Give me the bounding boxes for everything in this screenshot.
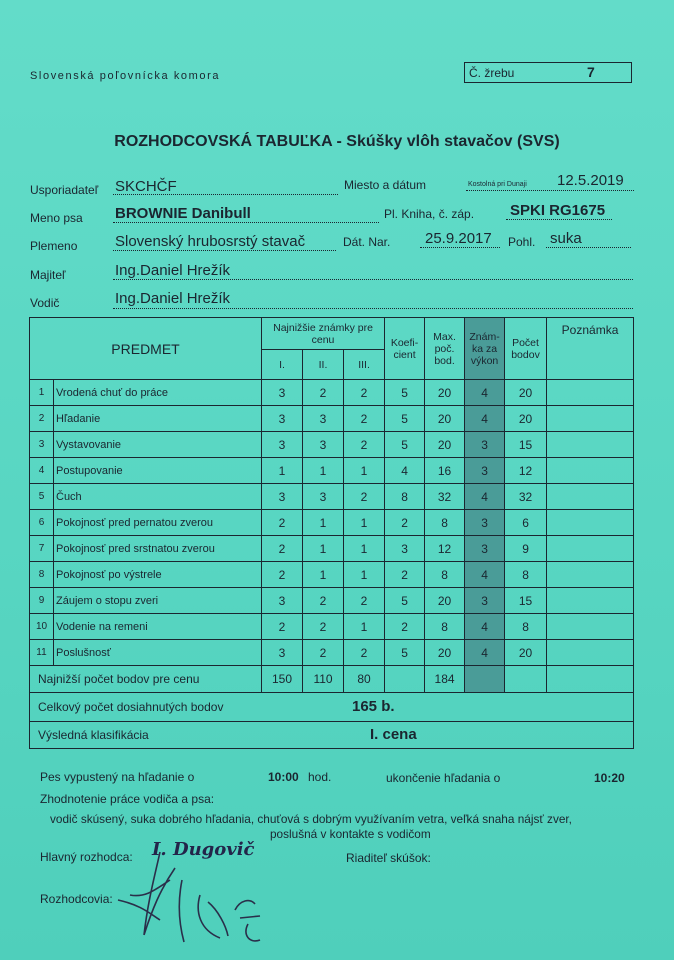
performance-mark: 3 xyxy=(465,510,505,536)
note-cell xyxy=(547,562,634,588)
max-points-header: Max. poč. bod. xyxy=(425,318,465,380)
score-row xyxy=(30,562,634,588)
end-time: 10:20 xyxy=(594,771,625,785)
min-grade-3: 2 xyxy=(344,640,385,666)
grade-header-2: II. xyxy=(303,350,344,380)
points-earned: 32 xyxy=(505,484,547,510)
min-grade-3: 2 xyxy=(344,432,385,458)
organizer-label: Usporiadateľ xyxy=(30,183,99,197)
max-points: 20 xyxy=(425,380,465,406)
row-number: 8 xyxy=(30,562,54,588)
points-earned: 9 xyxy=(505,536,547,562)
evaluation-label: Zhodnotenie práce vodiča a psa: xyxy=(40,792,215,806)
score-row xyxy=(30,380,634,406)
min-grade-2: 3 xyxy=(303,484,344,510)
points-earned: 20 xyxy=(505,640,547,666)
max-total: 184 xyxy=(425,666,465,693)
studbook-label: Pl. Kniha, č. záp. xyxy=(384,207,475,221)
subject-name: Pokojnosť po výstrele xyxy=(54,562,262,588)
grade-header-1: I. xyxy=(262,350,303,380)
points-earned: 20 xyxy=(505,406,547,432)
sex-label: Pohl. xyxy=(508,235,536,249)
grade-header-3: III. xyxy=(344,350,385,380)
min-grade-3: 1 xyxy=(344,510,385,536)
performance-mark: 4 xyxy=(465,614,505,640)
max-points: 8 xyxy=(425,510,465,536)
end-label: ukončenie hľadania o xyxy=(386,771,501,785)
result-label: Výsledná klasifikácia xyxy=(38,728,149,742)
max-points: 8 xyxy=(425,562,465,588)
min-points-3: 80 xyxy=(344,666,385,693)
chief-judge-label: Hlavný rozhodca: xyxy=(40,850,133,864)
coefficient-empty xyxy=(385,666,425,693)
subject-name: Vodenie na remeni xyxy=(54,614,262,640)
score-row xyxy=(30,588,634,614)
score-row xyxy=(30,640,634,666)
min-grade-2: 2 xyxy=(303,588,344,614)
score-row xyxy=(30,484,634,510)
score-row xyxy=(30,406,634,432)
subject-name: Postupovanie xyxy=(54,458,262,484)
min-grade-2: 1 xyxy=(303,562,344,588)
release-time: 10:00 xyxy=(268,770,299,784)
min-grade-3: 1 xyxy=(344,536,385,562)
result-row xyxy=(30,722,634,749)
min-grade-1: 3 xyxy=(262,484,303,510)
min-grade-2: 2 xyxy=(303,640,344,666)
min-grade-3: 2 xyxy=(344,588,385,614)
total-points-label: Celkový počet dosiahnutých bodov xyxy=(38,700,224,714)
points-earned: 12 xyxy=(505,458,547,484)
row-number: 1 xyxy=(30,380,54,406)
subject-name: Záujem o stopu zveri xyxy=(54,588,262,614)
note-cell xyxy=(547,432,634,458)
owner-label: Majiteľ xyxy=(30,268,66,282)
coefficient: 5 xyxy=(385,588,425,614)
min-grade-1: 3 xyxy=(262,588,303,614)
performance-mark: 3 xyxy=(465,588,505,614)
min-grade-2: 1 xyxy=(303,510,344,536)
min-grade-3: 2 xyxy=(344,380,385,406)
judge-signature xyxy=(100,840,290,955)
coefficient: 2 xyxy=(385,562,425,588)
score-table xyxy=(29,317,634,749)
row-number: 5 xyxy=(30,484,54,510)
subject-name: Vystavovanie xyxy=(54,432,262,458)
score-row xyxy=(30,536,634,562)
points-earned: 20 xyxy=(505,380,547,406)
max-points: 32 xyxy=(425,484,465,510)
subject-name: Hľadanie xyxy=(54,406,262,432)
release-label: Pes vypustený na hľadanie o xyxy=(40,770,195,784)
min-grade-1: 1 xyxy=(262,458,303,484)
judges-label: Rozhodcovia: xyxy=(40,892,113,906)
min-grade-3: 1 xyxy=(344,458,385,484)
min-grade-1: 2 xyxy=(262,536,303,562)
coefficient: 5 xyxy=(385,432,425,458)
min-grade-3: 2 xyxy=(344,406,385,432)
subject-name: Poslušnosť xyxy=(54,640,262,666)
breed-label: Plemeno xyxy=(30,239,78,253)
performance-mark: 3 xyxy=(465,536,505,562)
performance-mark: 4 xyxy=(465,380,505,406)
performance-mark: 3 xyxy=(465,458,505,484)
coefficient: 4 xyxy=(385,458,425,484)
score-row xyxy=(30,614,634,640)
min-grade-1: 2 xyxy=(262,510,303,536)
performance-mark: 4 xyxy=(465,484,505,510)
row-number: 3 xyxy=(30,432,54,458)
coefficient: 5 xyxy=(385,406,425,432)
min-grade-1: 3 xyxy=(262,406,303,432)
draw-number: 7 xyxy=(587,64,595,80)
subject-name: Pokojnosť pred srstnatou zverou xyxy=(54,536,262,562)
coefficient: 2 xyxy=(385,614,425,640)
chief-judge-name: I. Dugovič xyxy=(152,839,255,860)
row-number: 4 xyxy=(30,458,54,484)
performance-mark: 3 xyxy=(465,432,505,458)
min-grade-1: 2 xyxy=(262,562,303,588)
coefficient: 3 xyxy=(385,536,425,562)
min-grade-2: 2 xyxy=(303,614,344,640)
note-cell xyxy=(547,588,634,614)
row-number: 9 xyxy=(30,588,54,614)
result-value: I. cena xyxy=(370,726,417,743)
coefficient-header: Koefi-cient xyxy=(385,318,425,380)
note-header: Poznámka xyxy=(547,318,634,380)
note-cell xyxy=(547,484,634,510)
performance-mark: 4 xyxy=(465,640,505,666)
note-cell xyxy=(547,406,634,432)
note-cell xyxy=(547,640,634,666)
release-hod: hod. xyxy=(308,770,332,784)
min-grade-2: 2 xyxy=(303,380,344,406)
min-grade-2: 1 xyxy=(303,458,344,484)
studbook-value: SPKI RG1675 xyxy=(510,202,606,219)
max-points: 20 xyxy=(425,406,465,432)
performance-mark: 4 xyxy=(465,562,505,588)
total-points-row xyxy=(30,693,634,722)
max-points: 16 xyxy=(425,458,465,484)
row-number: 6 xyxy=(30,510,54,536)
date-value: 12.5.2019 xyxy=(557,172,624,189)
max-points: 20 xyxy=(425,640,465,666)
sex-value: suka xyxy=(550,230,582,247)
subject-name: Pokojnosť pred pernatou zverou xyxy=(54,510,262,536)
points-earned: 6 xyxy=(505,510,547,536)
organization-name: Slovenská poľovnícka komora xyxy=(30,70,221,82)
min-grade-1: 3 xyxy=(262,432,303,458)
organizer-value: SKCHČF xyxy=(115,178,177,195)
subject-name: Vrodená chuť do práce xyxy=(54,380,262,406)
director-label: Riaditeľ skúšok: xyxy=(346,851,431,865)
subject-header: PREDMET xyxy=(30,318,262,380)
evaluation-line-1: vodič skúsený, suka dobrého hľadania, chuťová s dobrým využívaním vetra, veľká snaha nájsť zver, xyxy=(50,812,572,826)
mark-header: Znám-ka za výkon xyxy=(465,318,505,380)
score-row xyxy=(30,432,634,458)
min-points-label: Najnižší počet bodov pre cenu xyxy=(30,666,262,693)
page-title: ROZHODCOVSKÁ TABUĽKA - Skúšky vlôh stavačov (SVS) xyxy=(114,133,560,150)
max-points: 12 xyxy=(425,536,465,562)
owner-value: Ing.Daniel Hrežík xyxy=(115,262,231,279)
points-header: Počet bodov xyxy=(505,318,547,380)
dog-name-label: Meno psa xyxy=(30,211,83,225)
min-points-2: 110 xyxy=(303,666,344,693)
handler-value: Ing.Daniel Hrežík xyxy=(115,290,231,307)
min-grade-2: 1 xyxy=(303,536,344,562)
max-points: 20 xyxy=(425,588,465,614)
min-grade-2: 3 xyxy=(303,406,344,432)
score-row xyxy=(30,458,634,484)
evaluation-line-2: poslušná v kontakte s vodičom xyxy=(270,827,431,841)
place-date-label: Miesto a dátum xyxy=(344,178,427,192)
performance-mark: 4 xyxy=(465,406,505,432)
note-cell xyxy=(547,614,634,640)
min-grade-1: 2 xyxy=(262,614,303,640)
min-grade-2: 3 xyxy=(303,432,344,458)
coefficient: 5 xyxy=(385,640,425,666)
min-grade-3: 1 xyxy=(344,614,385,640)
row-number: 2 xyxy=(30,406,54,432)
row-number: 11 xyxy=(30,640,54,666)
draw-label: Č. žrebu xyxy=(469,66,515,80)
row-number: 10 xyxy=(30,614,54,640)
row-number: 7 xyxy=(30,536,54,562)
birth-date-label: Dát. Nar. xyxy=(343,235,391,249)
place-value: Kostolná pri Dunaji xyxy=(468,181,527,188)
mark-empty xyxy=(465,666,505,693)
score-row xyxy=(30,510,634,536)
min-grade-1: 3 xyxy=(262,640,303,666)
min-marks-header: Najnižšie známky pre cenu xyxy=(262,318,385,350)
handler-label: Vodič xyxy=(30,296,60,310)
breed-value: Slovenský hrubosrstý stavač xyxy=(115,233,306,250)
note-empty xyxy=(547,666,634,693)
coefficient: 8 xyxy=(385,484,425,510)
max-points: 20 xyxy=(425,432,465,458)
points-empty xyxy=(505,666,547,693)
note-cell xyxy=(547,458,634,484)
points-earned: 15 xyxy=(505,588,547,614)
birth-date-value: 25.9.2017 xyxy=(425,230,492,247)
coefficient: 2 xyxy=(385,510,425,536)
min-grade-3: 1 xyxy=(344,562,385,588)
subject-name: Čuch xyxy=(54,484,262,510)
max-points: 8 xyxy=(425,614,465,640)
min-grade-1: 3 xyxy=(262,380,303,406)
note-cell xyxy=(547,510,634,536)
coefficient: 5 xyxy=(385,380,425,406)
points-earned: 15 xyxy=(505,432,547,458)
min-grade-3: 2 xyxy=(344,484,385,510)
min-points-1: 150 xyxy=(262,666,303,693)
points-earned: 8 xyxy=(505,562,547,588)
note-cell xyxy=(547,380,634,406)
total-points-value: 165 b. xyxy=(352,698,395,715)
points-earned: 8 xyxy=(505,614,547,640)
dog-name-value: BROWNIE Danibull xyxy=(115,205,251,222)
draw-number-box xyxy=(464,62,632,83)
note-cell xyxy=(547,536,634,562)
